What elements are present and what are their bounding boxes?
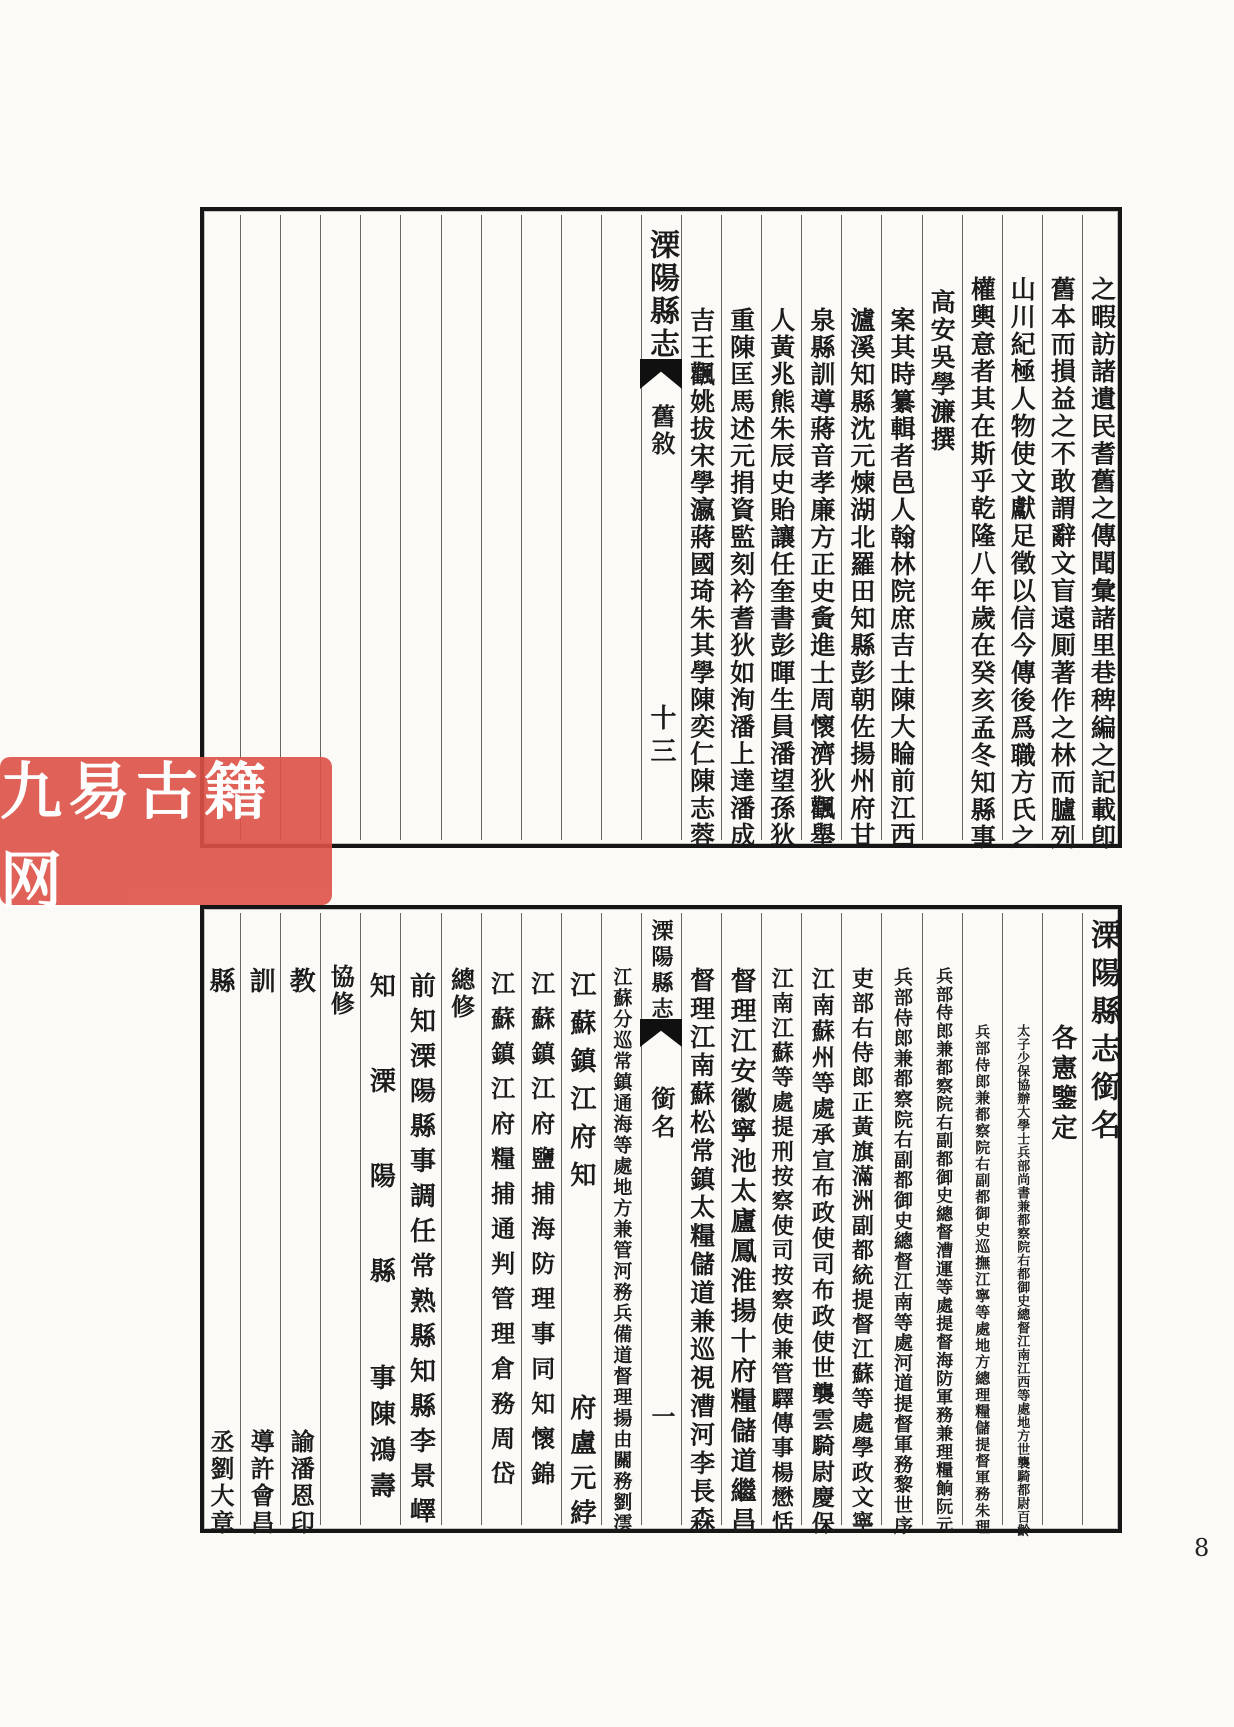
- text-column: 舊敘: [647, 404, 676, 458]
- text-column: 溧陽縣志: [644, 229, 679, 361]
- column-rule: [881, 215, 882, 840]
- column-rule: [841, 215, 842, 840]
- text-column: 兵部侍郎兼都察院右副都御史巡撫江寧等處地方總理糧儲提督軍務朱理: [973, 1024, 992, 1536]
- column-rule: [561, 913, 562, 1525]
- column-rule: [441, 913, 442, 1525]
- column-rule: [881, 913, 882, 1525]
- officials-list-frame: [200, 905, 1122, 1537]
- column-rule: [681, 215, 682, 840]
- text-column: 重陳匡馬述元捐資監刻衿耆狄如洵潘上達潘成: [726, 307, 756, 849]
- column-rule: [962, 215, 963, 840]
- text-column: 導許會昌: [246, 1429, 276, 1537]
- preface-page-frame: [200, 207, 1122, 852]
- column-rule: [481, 913, 482, 1525]
- text-column: 兵部侍郎兼都察院右副都御史總督江南等處河道提督軍務黎世序: [891, 967, 914, 1536]
- text-column: 協修: [326, 964, 356, 1018]
- column-rule: [761, 215, 762, 840]
- column-rule: [240, 913, 241, 1525]
- text-column: 太子少保協辦大學士兵部尚書兼都察院右都御史總督江南江西等處地方世襲騎都尉百齡: [1014, 1024, 1030, 1537]
- text-column: 吏部右侍郎正黃旗滿洲副都統提督江蘇等處學政文寧: [848, 967, 875, 1536]
- text-column: 縣: [205, 967, 236, 996]
- site-watermark: [0, 755, 332, 917]
- text-column: 江蘇鎮江府鹽捕海防理事同知懷錦: [526, 971, 556, 1496]
- fishtail-mark-icon: [640, 1019, 682, 1047]
- text-column: 案其時纂輯者邑人翰林院庶吉士陳大睔前江西: [887, 307, 917, 849]
- text-column: 江南江蘇等處提刑按察使司按察使兼管驛傳事楊懋恬: [768, 967, 795, 1536]
- text-column: 十三: [646, 704, 676, 770]
- text-column: 諭潘恩印: [286, 1429, 316, 1537]
- column-rule: [1082, 913, 1083, 1525]
- scan-page-number: 8: [1194, 1534, 1210, 1562]
- column-rule: [841, 913, 842, 1525]
- text-column: 溧陽縣志銜名: [1084, 919, 1120, 1147]
- text-column: 江蘇分巡常鎮通海等處地方兼管河務兵備道督理揚由關務劉澐: [610, 967, 633, 1534]
- column-rule: [1002, 913, 1003, 1525]
- column-rule: [801, 215, 802, 840]
- fishtail-mark-icon: [640, 359, 682, 389]
- column-rule: [400, 215, 401, 840]
- text-column: 權輿意者其在斯乎乾隆八年歲在癸亥孟冬知縣事: [967, 276, 997, 852]
- column-rule: [1042, 913, 1043, 1525]
- text-column: 江南蘇州等處承宣布政使司布政使世襲雲騎尉慶保: [807, 967, 835, 1537]
- column-rule: [320, 913, 321, 1525]
- column-rule: [721, 215, 722, 840]
- column-rule: [601, 215, 602, 840]
- text-column: 溧陽縣志: [648, 919, 674, 1023]
- column-rule: [801, 913, 802, 1525]
- text-column: 江蘇鎮江府糧捕通判管理倉務周岱: [486, 971, 516, 1496]
- text-column: 高安吳學濂撰: [927, 289, 957, 454]
- text-column: 訓: [245, 967, 276, 996]
- column-rule: [521, 913, 522, 1525]
- column-rule: [360, 913, 361, 1525]
- column-rule: [1002, 215, 1003, 840]
- column-rule: [962, 913, 963, 1525]
- column-rule: [601, 913, 602, 1525]
- text-column: 銜名: [647, 1086, 676, 1142]
- text-column: 舊本而損益之不敢謂辭文盲遠厠著作之林而臚列: [1047, 276, 1077, 852]
- column-rule: [922, 215, 923, 840]
- column-rule: [641, 215, 642, 840]
- site-watermark-text: 九易古籍网: [0, 755, 273, 917]
- text-column: 督理江安徽寧池太廬鳳淮揚十府糧儲道繼昌: [726, 967, 757, 1537]
- text-column: 各憲鑒定: [1046, 1024, 1077, 1144]
- text-column: 瀘溪知縣沈元煉湖北羅田知縣彭朝佐揚州府甘: [846, 307, 876, 849]
- text-column: 府盧元綍: [565, 1394, 596, 1534]
- text-column: 泉縣訓導蔣音孝廉方正史夤進士周懷濟狄飌舉: [806, 307, 836, 849]
- column-rule: [922, 913, 923, 1525]
- column-rule: [561, 215, 562, 840]
- text-column: 事陳鴻壽: [365, 1364, 396, 1508]
- column-rule: [441, 215, 442, 840]
- column-rule: [641, 913, 642, 1525]
- text-column: 山川紀極人物使文獻足徵以信今傳後爲職方氏之: [1007, 276, 1037, 852]
- column-rule: [280, 913, 281, 1525]
- column-rule: [360, 215, 361, 840]
- column-rule: [1082, 215, 1083, 840]
- column-rule: [721, 913, 722, 1525]
- text-column: 教: [285, 967, 316, 996]
- column-rule: [681, 913, 682, 1525]
- column-rule: [521, 215, 522, 840]
- column-rule: [761, 913, 762, 1525]
- text-column: 一: [647, 1404, 676, 1430]
- column-rule: [400, 913, 401, 1525]
- text-column: 知溧陽縣: [365, 972, 396, 1352]
- column-rule: [481, 215, 482, 840]
- text-column: 督理江南蘇松常鎮太糧儲道兼巡視漕河李長森: [686, 967, 716, 1535]
- text-column: 吉王飌姚拔宋學瀛蔣國琦朱其學陳奕仁陳志蓉: [686, 307, 716, 849]
- text-column: 江蘇鎮江府知: [565, 971, 596, 1199]
- text-column: 總修: [446, 967, 476, 1021]
- text-column: 前知溧陽縣事調任常熟縣知縣李景嶧: [405, 972, 436, 1532]
- text-column: 兵部侍郎兼都察院右副都御史總督漕運等處提督海防軍務兼理糧餉阮元: [932, 967, 953, 1535]
- text-column: 人黃兆熊朱辰史貽讓任奎書彭暉生員潘望孫狄: [766, 307, 796, 849]
- text-column: 丞劉大章: [206, 1429, 236, 1537]
- column-rule: [1042, 215, 1043, 840]
- text-column: 之暇訪諸遺民耆舊之傳聞彙諸里巷稗編之記載卽: [1087, 276, 1117, 852]
